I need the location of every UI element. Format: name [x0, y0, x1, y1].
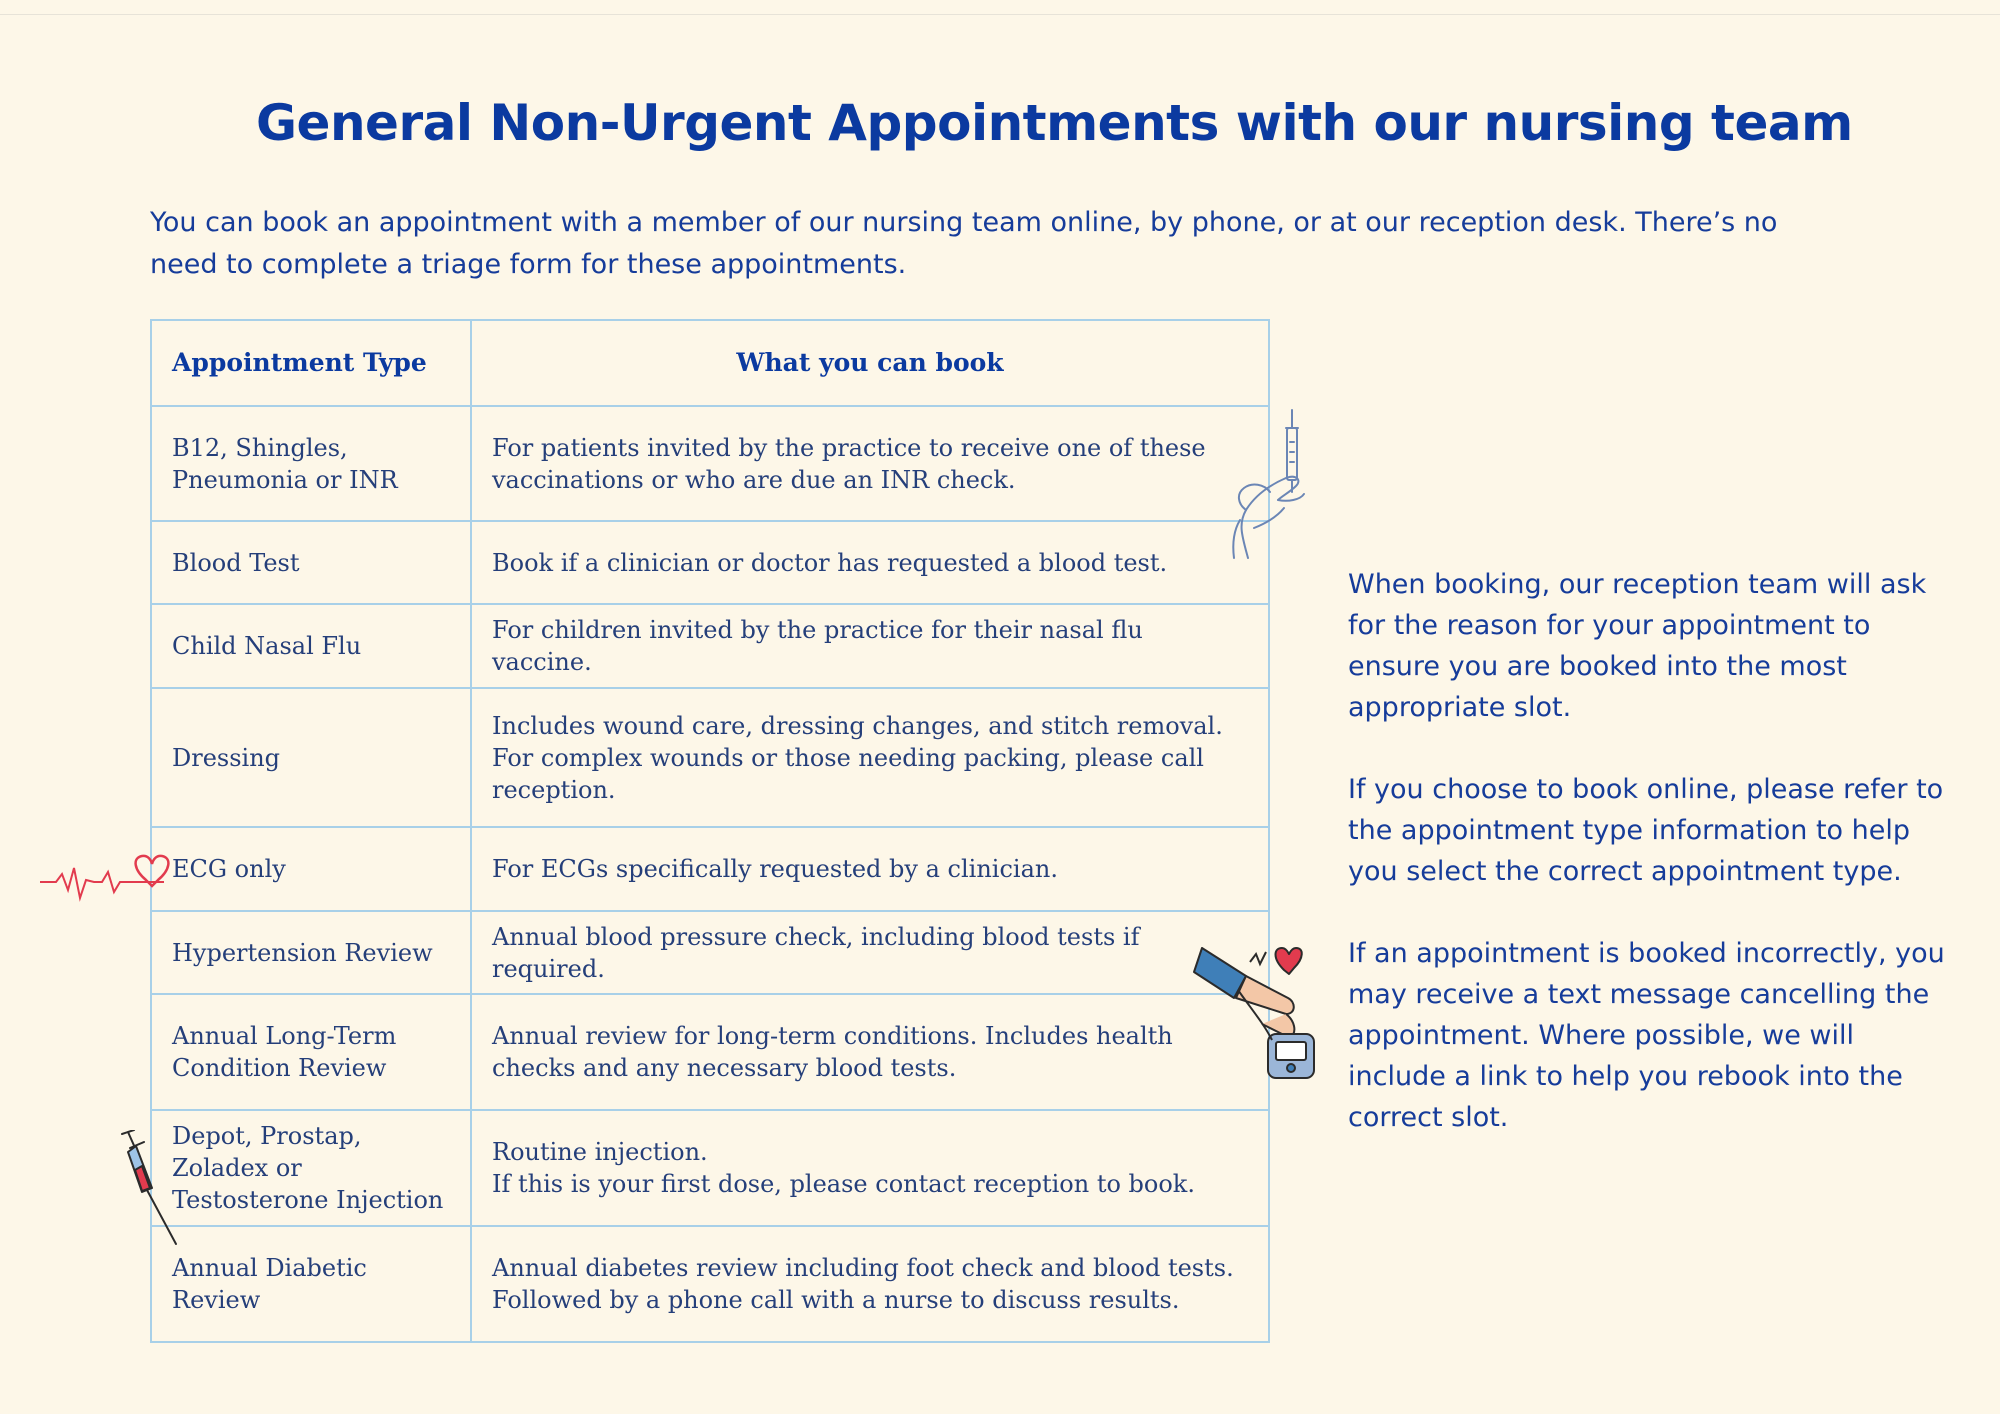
row-type: B12, Shingles, Pneumonia or INR [151, 406, 471, 521]
booking-note: If you choose to book online, please refer to the appointment type information to help you select the correct appointment type. [1348, 774, 1944, 887]
row-type: Dressing [151, 688, 471, 827]
detail-line: Includes wound care, dressing changes, and stitch removal. [492, 711, 1223, 740]
intro-text: You can book an appointment with a member of our nursing team online, by phone, or at our reception desk. There’s no need to complete a triage form for these appointments. [150, 207, 1778, 280]
table-header-row [151, 320, 1269, 406]
row-details [471, 994, 1269, 1110]
heartbeat-icon [38, 852, 173, 916]
row-details [471, 827, 1269, 911]
row-details [471, 911, 1269, 994]
table-row [151, 406, 1269, 521]
row-type: Annual Diabetic Review [151, 1226, 471, 1342]
row-details [471, 406, 1269, 521]
detail-line: If this is your first dose, please contact reception to book. [492, 1170, 1195, 1198]
row-type: Child Nasal Flu [151, 604, 471, 688]
detail-line: For children invited by the practice for their nasal flu vaccine. [492, 616, 1143, 676]
row-details [471, 1110, 1269, 1226]
blood-pressure-icon [1192, 940, 1332, 1082]
table-row [151, 1110, 1269, 1226]
detail-line: Annual blood pressure check, including blood tests if required. [492, 922, 1140, 983]
detail-line: Followed by a phone call with a nurse to discuss results. [492, 1286, 1180, 1314]
appointments-table [150, 319, 1270, 1343]
detail-line: Annual diabetes review including foot check and blood tests. [492, 1254, 1234, 1282]
row-type: Depot, Prostap, Zoladex or Testosterone Injection [151, 1110, 471, 1226]
detail-line: For patients invited by the practice to receive one of these vaccinations or who are due an INR check. [492, 433, 1206, 494]
booking-notes [1348, 564, 1948, 1179]
syringe-hand-icon [1228, 408, 1308, 560]
booking-note: If an appointment is booked incorrectly, you may receive a text message cancelling the appointment. Where possible, we will include a link to help you rebook into the correct slot. [1348, 938, 1945, 1133]
table-row [151, 911, 1269, 994]
table-row [151, 521, 1269, 604]
row-type: Annual Long-Term Condition Review [151, 994, 471, 1110]
header [240, 88, 1853, 158]
page-title: General Non-Urgent Appointments with our nursing team [256, 94, 1853, 152]
row-type: ECG only [151, 827, 471, 911]
table-row [151, 1226, 1269, 1342]
row-details [471, 604, 1269, 688]
row-details [471, 1226, 1269, 1342]
detail-line: Book if a clinician or doctor has requested a blood test. [492, 548, 1168, 577]
table-row [151, 604, 1269, 688]
detail-line: For ECGs specifically requested by a clinician. [492, 855, 1058, 883]
column-header-type: Appointment Type [151, 320, 471, 406]
top-divider [0, 14, 2000, 15]
table-row [151, 827, 1269, 911]
syringe-icon [118, 1130, 182, 1246]
row-type: Hypertension Review [151, 911, 471, 994]
table-row [151, 688, 1269, 827]
row-details [471, 688, 1269, 827]
row-details [471, 521, 1269, 604]
detail-line: Annual review for long-term conditions. Includes health checks and any necessary blood tests. [492, 1022, 1173, 1082]
row-type: Blood Test [151, 521, 471, 604]
booking-note: When booking, our reception team will ask for the reason for your appointment to ensure you are booked into the most appropriate slot. [1348, 569, 1927, 723]
detail-line: For complex wounds or those needing packing, please call reception. [492, 743, 1204, 804]
detail-line: Routine injection. [492, 1138, 708, 1166]
column-header-details: What you can book [471, 320, 1269, 406]
table-row [151, 994, 1269, 1110]
